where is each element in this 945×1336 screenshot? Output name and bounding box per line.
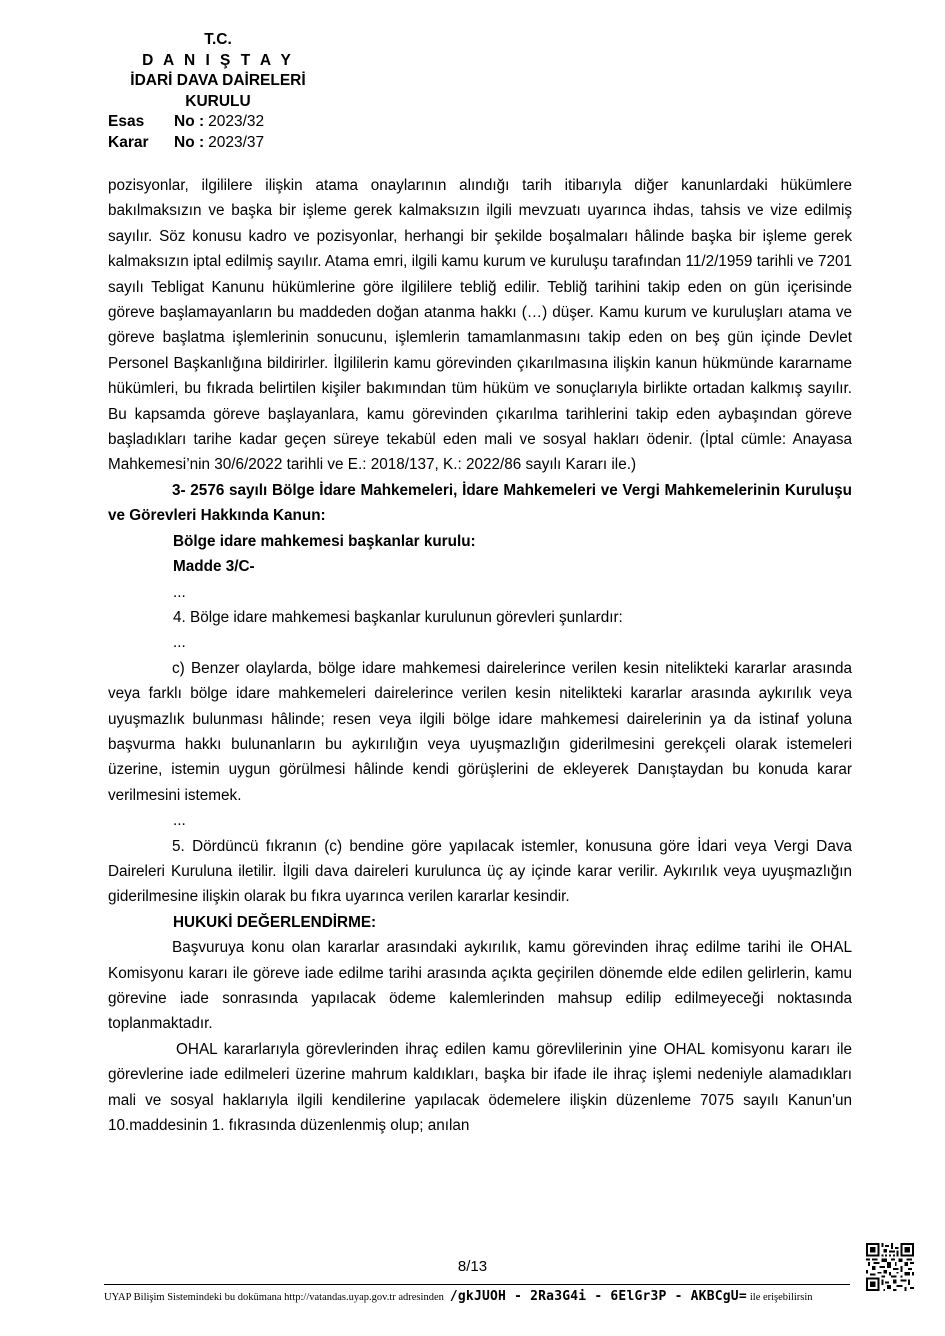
document-header: [108, 30, 438, 153]
header-board: KURULU: [185, 92, 251, 110]
qr-code-icon: [866, 1243, 914, 1291]
header-chamber: İDARİ DAVA DAİRELERİ: [130, 72, 306, 89]
karar-number: 2023/37: [208, 133, 265, 151]
footer-verification-text: UYAP Bilişim Sistemindeki bu dokümana http://vatandas.uyap.gov.tr adresinden: [104, 1292, 444, 1303]
paragraph-item-4: 4. Bölge idare mahkemesi başkanlar kurulunun görevleri şunlardır:: [173, 608, 623, 626]
paragraph-item-c: c) Benzer olaylarda, bölge idare mahkemesi dairelerince verilen kesin nitelikteki kararlar arasında veya farklı bölge idare mahkemeleri dairelerince verilen kesin nitelikteki kararlar arasında aykırılık veya uyuşmazlık bulunması hâlinde; resen veya ilgili bölge idare mahkemesi dairelerinin ya da istinaf yoluna başvurma hakkı bulunanların bu aykırılığın veya uyuşmazlığın giderilmesini gerekçeli olarak istemeleri üzerine, istemin uygun görülmesi hâlinde kendi görüşlerini de ekleyerek Danıştaydan bu konuda karar verilmesini istemek.: [108, 659, 852, 804]
verification-code: /gkJUOH - 2Ra3G4i - 6ElGr3P - AKBCgU=: [449, 1289, 747, 1304]
esas-label: Esas: [108, 113, 145, 130]
header-court-name: D A N I Ş T A Y: [142, 51, 294, 69]
karar-label: Karar: [108, 133, 149, 151]
paragraph-assessment-1: Başvuruya konu olan kararlar arasındaki aykırılık, kamu görevinden ihraç edilme tarihi ile OHAL Komisyonu kararı ile göreve iade edilme tarihi arasında açıkta geçirilen dönemde elde edilen gelirlerin, kamu görevine iade sonrasında yapılacak ödeme kalemlerinden mahsup edilip edilmeyeceği noktasında toplanmaktadır.: [108, 939, 852, 1033]
footer-verification-suffix: ile erişebilirsin: [749, 1292, 813, 1303]
page-number: 8/13: [457, 1258, 488, 1275]
paragraph-item-5: 5. Dördüncü fıkranın (c) bendine göre yapılacak istemler, konusuna göre İdari veya Vergi Dava Daireleri Kuruluna iletilir. İlgili dava daireleri kurulunca üç ay içinde karar verilir. Aykırılık veya uyuşmazlığın giderilmesine ilişkin olarak bu fıkra uyarınca verilen kararlar kesindir.: [108, 837, 852, 906]
karar-no-label: No :: [174, 133, 205, 151]
esas-number: 2023/32: [208, 113, 265, 130]
esas-row: [108, 112, 438, 133]
ellipsis-2: ...: [173, 634, 186, 652]
law-heading: 3- 2576 sayılı Bölge İdare Mahkemeleri, İdare Mahkemeleri ve Vergi Mahkemelerinin Kuruluşu ve Görevleri Hakkında Kanun:: [108, 481, 852, 525]
document-body: [108, 173, 852, 1138]
karar-row: [108, 133, 438, 154]
footer-divider: [104, 1284, 850, 1285]
paragraph-assessment-2: OHAL kararlarıyla görevlerinden ihraç edilen kamu görevlilerinin yine OHAL komisyonu kararı ile görevlerine iade edilmeleri üzerine mahrum kaldıkları, başka bir ifade ile ihraç işlemi nedeniyle alamadıkları mali ve sosyal haklarıyla ilgili kendilerine yapılacak ödemelere ilişkin düzenleme 7075 sayılı Kanun'un 10.maddesinin 1. fıkrasında düzenlenmiş olup; anılan: [108, 1040, 852, 1135]
paragraph-continued: pozisyonlar, ilgililere ilişkin atama onaylarının alındığı tarih itibarıyla diğer kanunlardaki hükümlere bakılmaksızın ve başka bir işleme gerek kalmaksızın ilgili mevzuatı uyarınca ihdas, tahsis ve vize edilmiş sayılır. Söz konusu kadro ve pozisyonlar, herhangi bir şekilde boşalmaları hâlinde başka bir işleme gerek kalmaksızın iptal edilmiş sayılır. Atama emri, ilgili kamu kurum ve kuruluşu tarafından 11/2/1959 tarihli ve 7201 sayılı Tebligat Kanunu hükümlerine göre ilgililere tebliğ edilir. Tebliğ tarihini takip eden on gün içerisinde göreve başlamayanların bu maddeden doğan atanma hakkı (…) düşer. Kamu kurum ve kuruluşları atama ve göreve başlatma işlemlerinin sonucunu, işlemlerin tamamlanmasını takip eden on beş gün içinde Devlet Personel Başkanlığına bildirirler. İlgililerin kamu görevinden çıkarılmasına ilişkin kanun hükmünde kararname hükümleri, bu fıkrada belirtilen kişiler bakımından tüm hüküm ve sonuçlarıyla birlikte ortadan kalkmış sayılır. Bu kapsamda göreve başlayanlara, kamu görevinden çıkarılma tarihlerini takip eden aybaşından göreve başladıkları tarihe kadar geçen süreye tekabül eden mali ve sosyal hakları ödenir. (İptal cümle: Anayasa Mahkemesi’nin 30/6/2022 tarihli ve E.: 2018/137, K.: 2022/86 sayılı Kararı ile.): [108, 177, 852, 474]
section-heading-legal-assessment: HUKUKİ DEĞERLENDİRME:: [173, 913, 377, 931]
esas-no-label: No :: [174, 113, 205, 130]
header-tc: T.C.: [204, 31, 232, 48]
ellipsis-3: ...: [173, 812, 186, 830]
article-subheading: Bölge idare mahkemesi başkanlar kurulu:: [173, 532, 476, 550]
article-number: Madde 3/C-: [173, 558, 255, 576]
ellipsis-1: ...: [173, 583, 186, 601]
document-footer: [104, 1289, 884, 1304]
